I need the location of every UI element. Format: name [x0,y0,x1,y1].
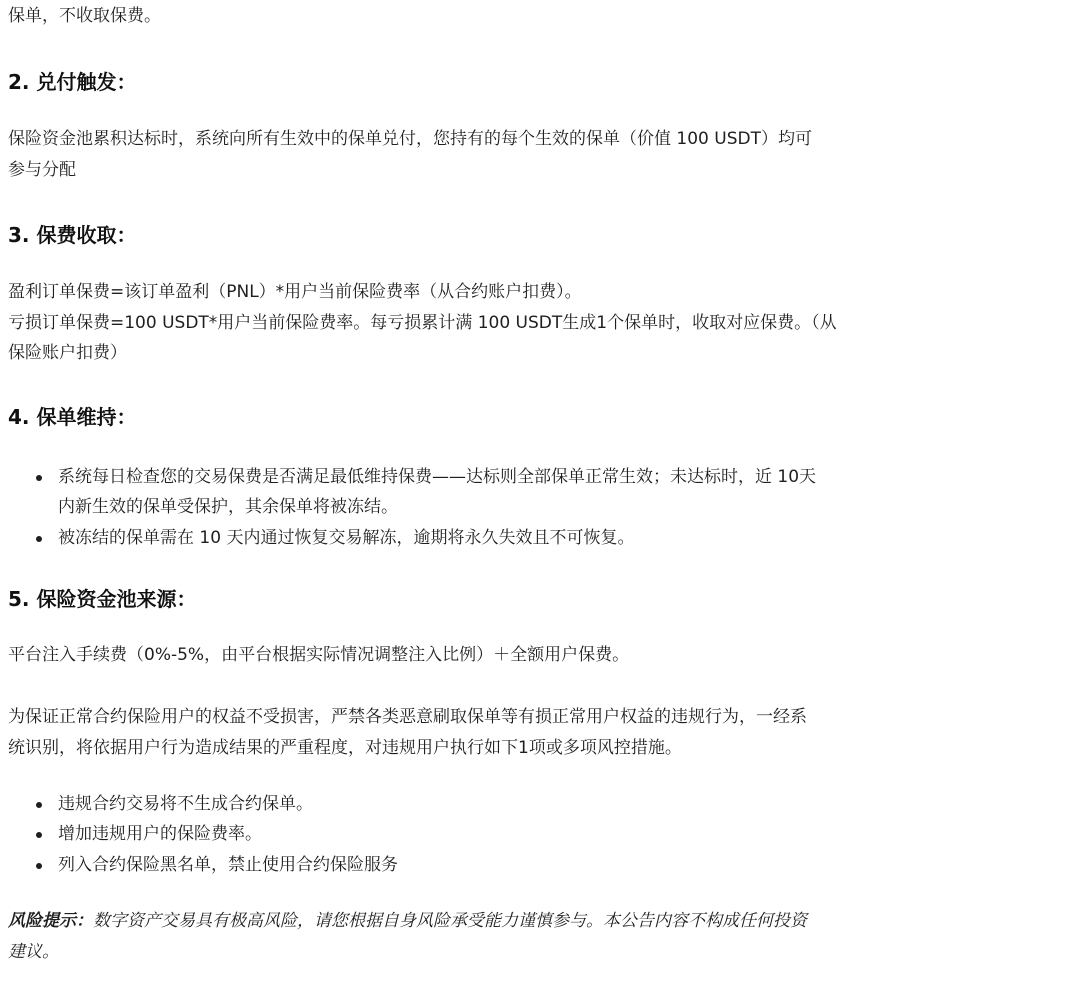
paragraph-line: 盈利订单保费=该订单盈利（PNL）*用户当前保险费率（从合约账户扣费）。 [8,282,582,302]
paragraph-line: 亏损订单保费=100 USDT*用户当前保险费率。每亏损累计满 100 USDT生成1个保单时，收取对应保费。（从 [8,313,837,333]
section-heading-fund-source: 5. 保险资金池来源： [8,587,197,611]
bullet-dot [36,832,42,838]
bullet-dot [36,863,42,869]
paragraph-line: 平台注入手续费（0%-5%，由平台根据实际情况调整注入比例）＋全额用户保费。 [8,645,630,665]
section-heading-policy-maintenance: 4. 保单维持： [8,405,137,429]
bullet-dot [36,475,42,481]
paragraph-line: 统识别，将依据用户行为造成结果的严重程度，对违规用户执行如下1项或多项风控措施。 [8,738,682,758]
bullet-dot [36,802,42,808]
list-item-text: 系统每日检查您的交易保费是否满足最低维持保费——达标则全部保单正常生效；未达标时，近 10天 [58,467,817,487]
risk-warning-text: 数字资产交易具有极高风险，请您根据自身风险承受能力谨慎参与。本公告内容不构成任何投资 [93,911,807,931]
risk-warning-label: 风险提示： [8,911,93,931]
paragraph-line: 为保证正常合约保险用户的权益不受损害，严禁各类恶意刷取保单等有损正常用户权益的违规行为，一经系 [8,707,807,727]
paragraph-line: 参与分配 [8,160,76,180]
section-heading-payout-trigger: 2. 兑付触发： [8,70,137,94]
paragraph-line: 保险账户扣费） [8,343,127,363]
risk-warning [8,909,807,933]
section-heading-premium-collection: 3. 保费收取： [8,223,137,247]
paragraph-line: 保险资金池累积达标时，系统向所有生效中的保单兑付，您持有的每个生效的保单（价值 100 USDT）均可 [8,129,812,149]
bullet-dot [36,536,42,542]
list-item-text: 被冻结的保单需在 10 天内通过恢复交易解冻，逾期将永久失效且不可恢复。 [58,528,635,548]
intro-text: 保单，不收取保费。 [8,6,161,26]
list-item-text: 内新生效的保单受保护，其余保单将被冻结。 [58,497,398,517]
list-item-text: 增加违规用户的保险费率。 [58,824,262,844]
risk-warning-text: 建议。 [8,942,59,962]
list-item-text: 列入合约保险黑名单，禁止使用合约保险服务 [58,855,398,875]
list-item-text: 违规合约交易将不生成合约保单。 [58,794,313,814]
